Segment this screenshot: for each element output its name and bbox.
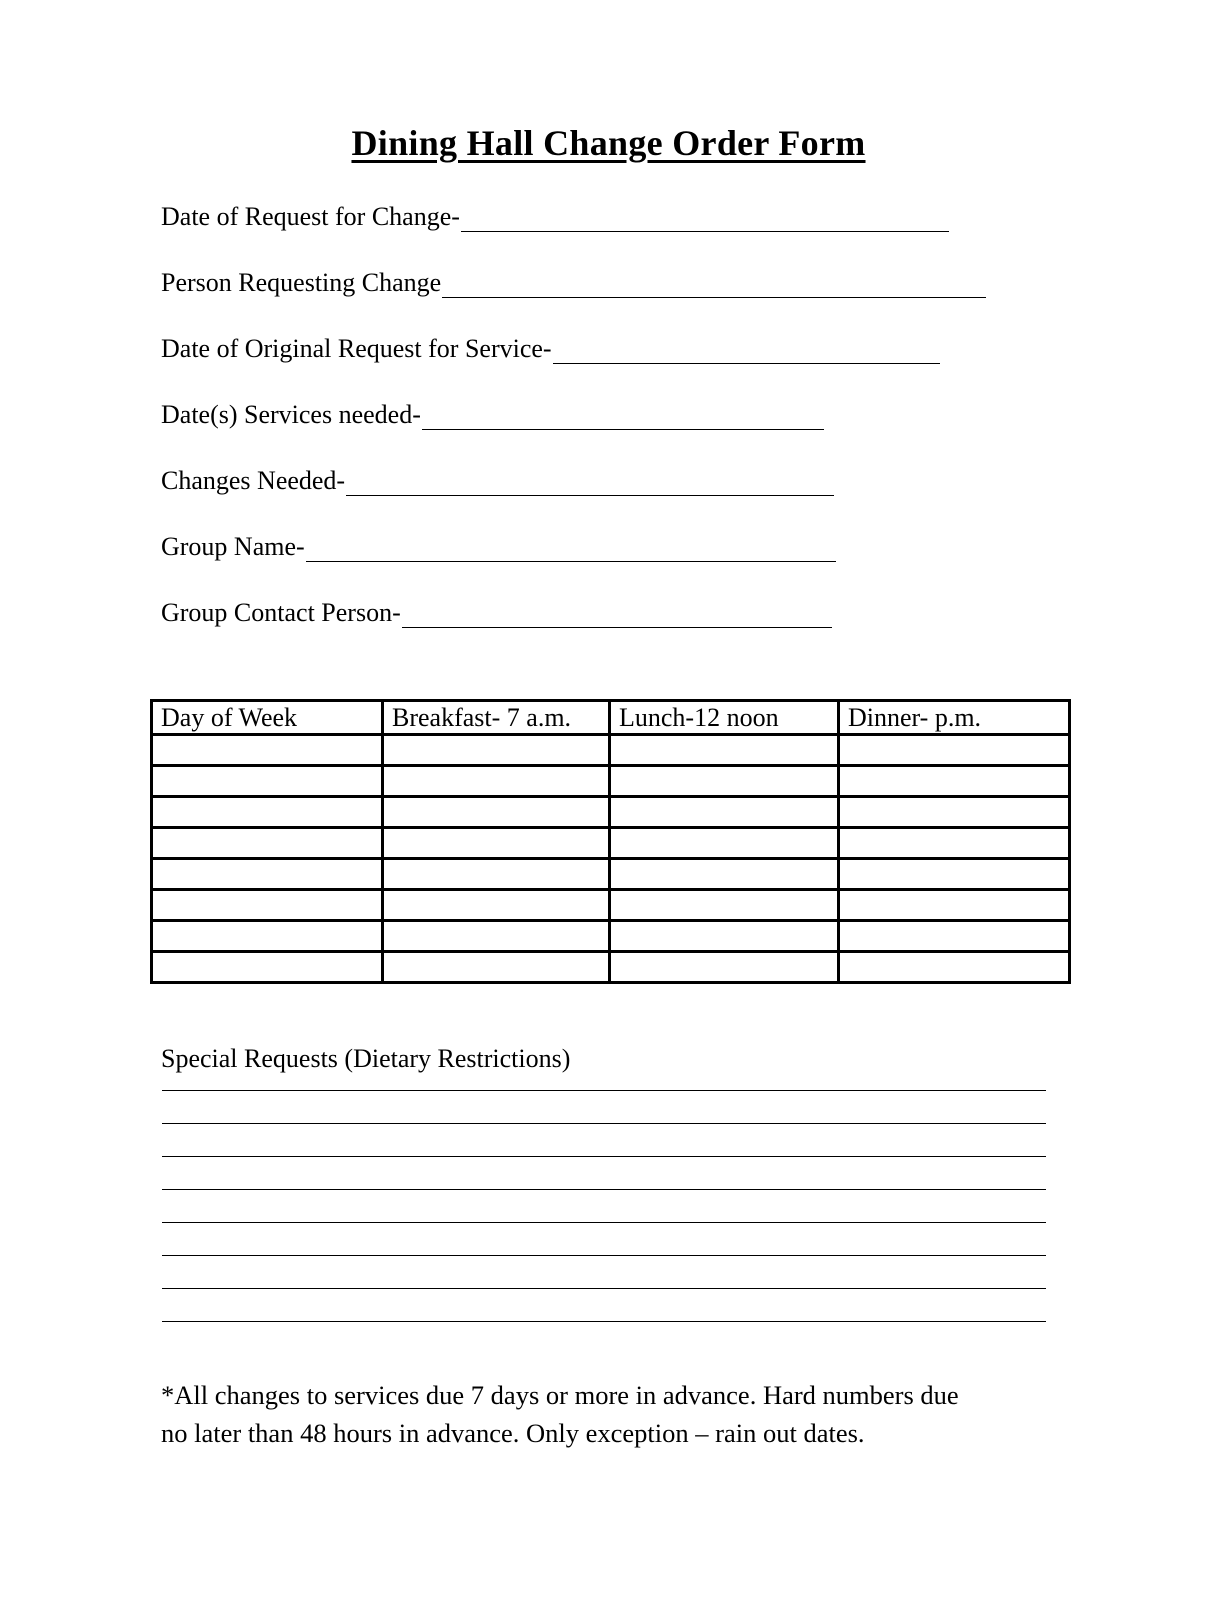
meal-schedule-table [150, 699, 1071, 984]
changes-needed-input[interactable] [346, 471, 834, 496]
table-cell[interactable] [383, 735, 610, 766]
table-cell[interactable] [383, 890, 610, 921]
footnote-line-2: no later than 48 hours in advance. Only exception – rain out dates. [161, 1418, 865, 1448]
field-date-of-request [161, 202, 949, 232]
table-cell[interactable] [610, 952, 839, 983]
header-breakfast: Breakfast- 7 a.m. [383, 701, 610, 735]
table-cell[interactable] [383, 828, 610, 859]
table-row [152, 952, 1070, 983]
field-date-original-request [161, 334, 940, 364]
special-request-line[interactable] [162, 1156, 1046, 1157]
dates-services-needed-input[interactable] [422, 405, 824, 430]
group-name-input[interactable] [306, 537, 836, 562]
field-label: Group Contact Person- [161, 598, 401, 627]
table-cell[interactable] [383, 797, 610, 828]
table-cell[interactable] [839, 890, 1070, 921]
footnote-line-1: *All changes to services due 7 days or more in advance. Hard numbers due [161, 1380, 959, 1410]
table-cell[interactable] [383, 859, 610, 890]
field-label: Date(s) Services needed- [161, 400, 421, 429]
field-person-requesting [161, 268, 986, 298]
field-label: Date of Request for Change- [161, 202, 460, 231]
special-request-line[interactable] [162, 1321, 1046, 1322]
table-cell[interactable] [610, 735, 839, 766]
table-cell[interactable] [610, 859, 839, 890]
table-cell[interactable] [383, 921, 610, 952]
table-cell[interactable] [610, 890, 839, 921]
table-cell[interactable] [610, 797, 839, 828]
field-changes-needed [161, 466, 834, 496]
special-request-line[interactable] [162, 1255, 1046, 1256]
table-cell[interactable] [839, 735, 1070, 766]
table-cell[interactable] [839, 952, 1070, 983]
header-lunch: Lunch-12 noon [610, 701, 839, 735]
special-request-line[interactable] [162, 1288, 1046, 1289]
table-row [152, 859, 1070, 890]
table-cell[interactable] [152, 921, 383, 952]
table-cell[interactable] [610, 921, 839, 952]
table-cell[interactable] [152, 890, 383, 921]
special-request-line[interactable] [162, 1189, 1046, 1190]
footnote [161, 1376, 1061, 1452]
table-cell[interactable] [839, 766, 1070, 797]
field-group-contact [161, 598, 832, 628]
table-row [152, 890, 1070, 921]
table-cell[interactable] [152, 828, 383, 859]
table-cell[interactable] [610, 828, 839, 859]
table-cell[interactable] [152, 735, 383, 766]
group-contact-input[interactable] [402, 603, 832, 628]
table-cell[interactable] [839, 828, 1070, 859]
table-cell[interactable] [383, 766, 610, 797]
special-request-line[interactable] [162, 1123, 1046, 1124]
field-label: Person Requesting Change [161, 268, 442, 297]
table-cell[interactable] [839, 921, 1070, 952]
table-row [152, 766, 1070, 797]
table-cell[interactable] [839, 859, 1070, 890]
table-cell[interactable] [152, 952, 383, 983]
table-cell[interactable] [152, 797, 383, 828]
field-dates-services-needed [161, 400, 824, 430]
table-header-row [152, 701, 1070, 735]
table-row [152, 797, 1070, 828]
date-original-request-input[interactable] [553, 339, 940, 364]
table-cell[interactable] [610, 766, 839, 797]
table-row [152, 735, 1070, 766]
table-row [152, 828, 1070, 859]
header-day-of-week: Day of Week [152, 701, 383, 735]
table-cell[interactable] [839, 797, 1070, 828]
field-label: Group Name- [161, 532, 305, 561]
table-cell[interactable] [152, 859, 383, 890]
header-dinner: Dinner- p.m. [839, 701, 1070, 735]
date-of-request-input[interactable] [461, 207, 949, 232]
form-title-wrap [0, 122, 1217, 164]
field-label: Date of Original Request for Service- [161, 334, 552, 363]
person-requesting-input[interactable] [442, 273, 986, 298]
special-request-line[interactable] [162, 1222, 1046, 1223]
field-label: Changes Needed- [161, 466, 346, 495]
table-cell[interactable] [383, 952, 610, 983]
special-requests-label: Special Requests (Dietary Restrictions) [161, 1044, 571, 1073]
form-title: Dining Hall Change Order Form [351, 123, 866, 163]
field-group-name [161, 532, 836, 562]
table-cell[interactable] [152, 766, 383, 797]
table-row [152, 921, 1070, 952]
special-request-line[interactable] [162, 1090, 1046, 1091]
